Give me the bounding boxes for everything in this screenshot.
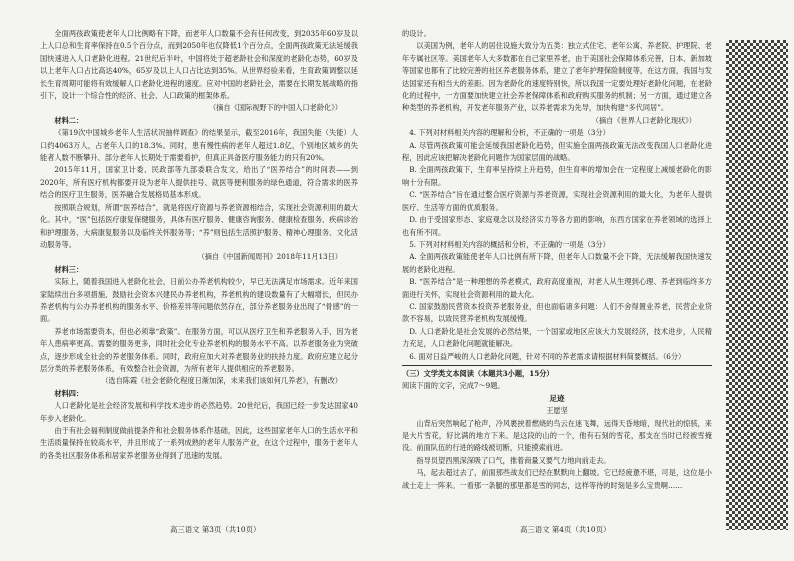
paragraph: 以美国为例，老年人的居住设施大致分为五类：独立式住宅、老年公寓、养老院、护理院、老年专属社区等。美国老年人大多数都在自己家里养老，由于美国社会保障体系完善，日本、新加坡等国家也都有了比较完善的社区养老服务体系，建立了老年护理保险制度等，在这方面，我国与发达国家还有相当大的差距。因为老龄化的速度特别快，所以我国一定要处理好老龄化问题，在老龄化的过程中，一方面要加快建立社会养老保障体系和政府购买服务的机制；另一方面，通过建立各种类型的养老机构，开发老年服务产业，以养老需求为先导，加快构建“多代同居”。 xyxy=(402,41,712,113)
paragraph: 由于有社会福利制度做前提条件和社会服务体系作基础，因此，这些国家老年人口的生活水平和生活质量保持在较高水平，并且形成了一系列成熟的老年人服务产业，在这个过程中，服务于老年人的各类社区服务体系和居家养老服务业得到了迅速的发展。 xyxy=(40,426,358,460)
paragraph: 养老市场需要资本，但也必须靠“政策”。在服务方面，可以从医疗卫生和养老服务入手，因为老年人患病率更高、需要的服务更多，同时社会化专业养老机构的服务水平不高。以养老服务业为突破点，逐步形成全社会的养老服务体系。同时，政府应加大对养老服务业的扶持力度。政府应建立起分层分类的养老服务体系，有效整合社会资源，为所有老年人提供相应的养老服务。 xyxy=(40,326,358,373)
paragraph: 按照联合规划，所谓“医养结合”，就是将医疗资源与养老资源相结合，实现社会资源利用的最大化。其中，“医”包括医疗康复保健服务，具体有医疗服务、健康咨询服务、健康检查服务、疾病诊治和护理服务、大病康复服务以及临终关怀服务等；“养”则包括生活照护服务、精神心理服务、文化活动服务等。 xyxy=(40,202,358,249)
source-citation: （选自陈霞《社会老龄化程度日渐加深，未来我们该如何几养老》，有删改） xyxy=(101,376,342,386)
option-c: C. “医养结合”旨在通过整合医疗资源与养老资源，实现社会资源利用的最大化，为老年人提供医疗、生活等方面的优质服务。 xyxy=(402,190,712,212)
paragraph: 《第19次中国城乡老年人生活状况抽样调查》的结果显示，截至2016年，我国失能（失能）人口约4063万人，占老年人口的18.3%。同时，患有慢性病的老年人超过1.8亿，个别地区城乡的失能者人数不断攀升、部分老年人长期处于需要看护，但真正具备医疗服务能力的只有20%。 xyxy=(40,128,358,163)
material-heading: 材料三： xyxy=(54,264,84,274)
source-citation: （摘自《国际视野下的中国人口老龄化》） xyxy=(209,103,342,113)
section-heading: （三）文学类文本阅读（本题共3小题，15分） xyxy=(402,368,554,378)
option-d: D. 由于受国家形态、家庭观念以及经济实力等各方面的影响，东西方国家在养老领域的选择上也有所不同。 xyxy=(402,215,712,237)
option-b: B. “医养结合”是一种理想的养老模式，政府高度重视，对老人从生理到心理、养老到临终多方面进行关怀，实现社会资源利用的最大化。 xyxy=(402,277,712,299)
story-title: 足迹 xyxy=(549,393,565,403)
paragraph: 马，起去超过去了，前面那些战友们已经在默默向上翻坡。它已经疲惫不堪，可是，这位是小战士走上一阵来。一看那一条腿的那里都是雪的同志，这样等待的时刻是多么宝贵啊…… xyxy=(402,468,712,490)
source-citation: （摘自《中国新闻周刊》2018年11月13日） xyxy=(197,252,342,262)
section-divider xyxy=(402,365,712,366)
right-page xyxy=(402,28,712,492)
left-page xyxy=(40,28,358,462)
story-author: 王愿坚 xyxy=(546,406,568,416)
paragraph: 人口老龄化是社会经济发展和科学技术进步的必然趋势。20世纪后，我国已经一步发达国家40年步入老龄化。 xyxy=(40,401,358,423)
paragraph: 全面两孩政策使老年人口比例略有下降，而老年人口数量不会有任何改变，到2035年60岁及以上人口总和生育率保持在0.5个百分点，而到2050年也仅降低1个百分点，全面两孩政策无法延缓我国快速进入人口老龄化进程。21世纪后半叶，中国将处于超老龄社会和深度的老龄化态势，60岁及以上老年人口占比高达40%，65岁及以上人口占比达到35%。从世界经验来看，生育政策调整以延长生育周期可能将有效缓解人口老龄化进程的速度。应对中国的老龄社会，需要在长期发展战略的指引下，设计一个综合性的经济、社会、人口政策的框架体系。 xyxy=(40,29,358,101)
question-5: 5. 下列对材料相关内容的概括和分析，不正确的一项是（3分） xyxy=(409,239,610,249)
option-c: C. 国家鼓励民营资本投资养老服务业，但也面临诸多问题：人们不舍得置业养老，民营企业贷款不容易，以致民营养老机构发展缓慢。 xyxy=(402,301,712,324)
option-d: D. 人口老龄化是社会发展的必然结果，一个国家或地区应该大力发展经济，技术进步，人民精力充足，人口老龄化问题就能解决。 xyxy=(402,326,712,349)
question-6: 6. 面对日益严峻的人口老龄化问题，针对不同的养老需求请根据材料简要概括。（6分） xyxy=(409,351,686,361)
paragraph: 的设计。 xyxy=(402,29,431,38)
paragraph: 2015年11月，国家卫计委、民政部等九部委联合发文，给出了“医养结合”的时间表——到2020年，所有医疗机构都要开设为老年人提供挂号、就医等便利服务的绿色通道，符合需求的医养结合的医疗卫生服务，医养融合发展格局基本形成。 xyxy=(40,165,358,200)
instructions: 阅读下面的文字，完成7～9题。 xyxy=(402,381,505,391)
page-footer-right: 高三语文 第4页（共10页） xyxy=(520,525,611,534)
paragraph: 指导员望西黑深深吸了口气，推着商量又要气力地向前走去。 xyxy=(416,455,611,465)
material-heading: 材料二： xyxy=(54,115,84,125)
paragraph: 实际上，随着我国进入老龄化社会，日前公办养老机构较少，早已无法满足市场需求。近年来国家陆续出台多项措施，鼓励社会资本兴建民办养老机构，养老机构的建设数量有了大幅增长，但民办养老机构与公办养老机构的服务水平、价格差异等问题依然存在，部分养老服务业出现了“骨感”的一面。 xyxy=(40,277,358,324)
paragraph: 山背后突然响起了枪声，冷风裹挟着燃烧的鸟云在迷飞舞，远得天昏地暗，现代社的惊骇，来是大片雪花，好比满的地方下来。是这段的山的一个，他有石刻的雪花，那支在当时已经被雪掩没。前面队伍的行进的路线被切断，只能摸索前进。 xyxy=(402,418,712,453)
option-b: B. 全面两孩政策下，生育率呈持续上升趋势，但生育率的增加会在一定程度上减缓老龄化的影响十分有限。 xyxy=(402,165,712,187)
option-a: A. 尽管两孩政策可能会延缓我国老龄化趋势，但实施全面两孩政策无法改变我国人口老龄化进程，因此应该把解决老龄化问题作为国家层面的战略。 xyxy=(402,140,712,163)
question-4: 4. 下列对材料相关内容的理解和分析，不正确的一项是（3分） xyxy=(409,128,610,138)
source-citation: （摘自《世界人口老龄化现状》） xyxy=(591,115,696,125)
binding-margin-pattern xyxy=(726,40,788,530)
option-a: A. 全面两孩政策能使老年人口比例有所下降，但老年人口数量不会下降，无法缓解我国快速发展的老龄化进程。 xyxy=(402,252,712,274)
material-heading: 材料四： xyxy=(54,388,84,398)
page-footer-left: 高三语文 第3页（共10页） xyxy=(170,525,261,534)
